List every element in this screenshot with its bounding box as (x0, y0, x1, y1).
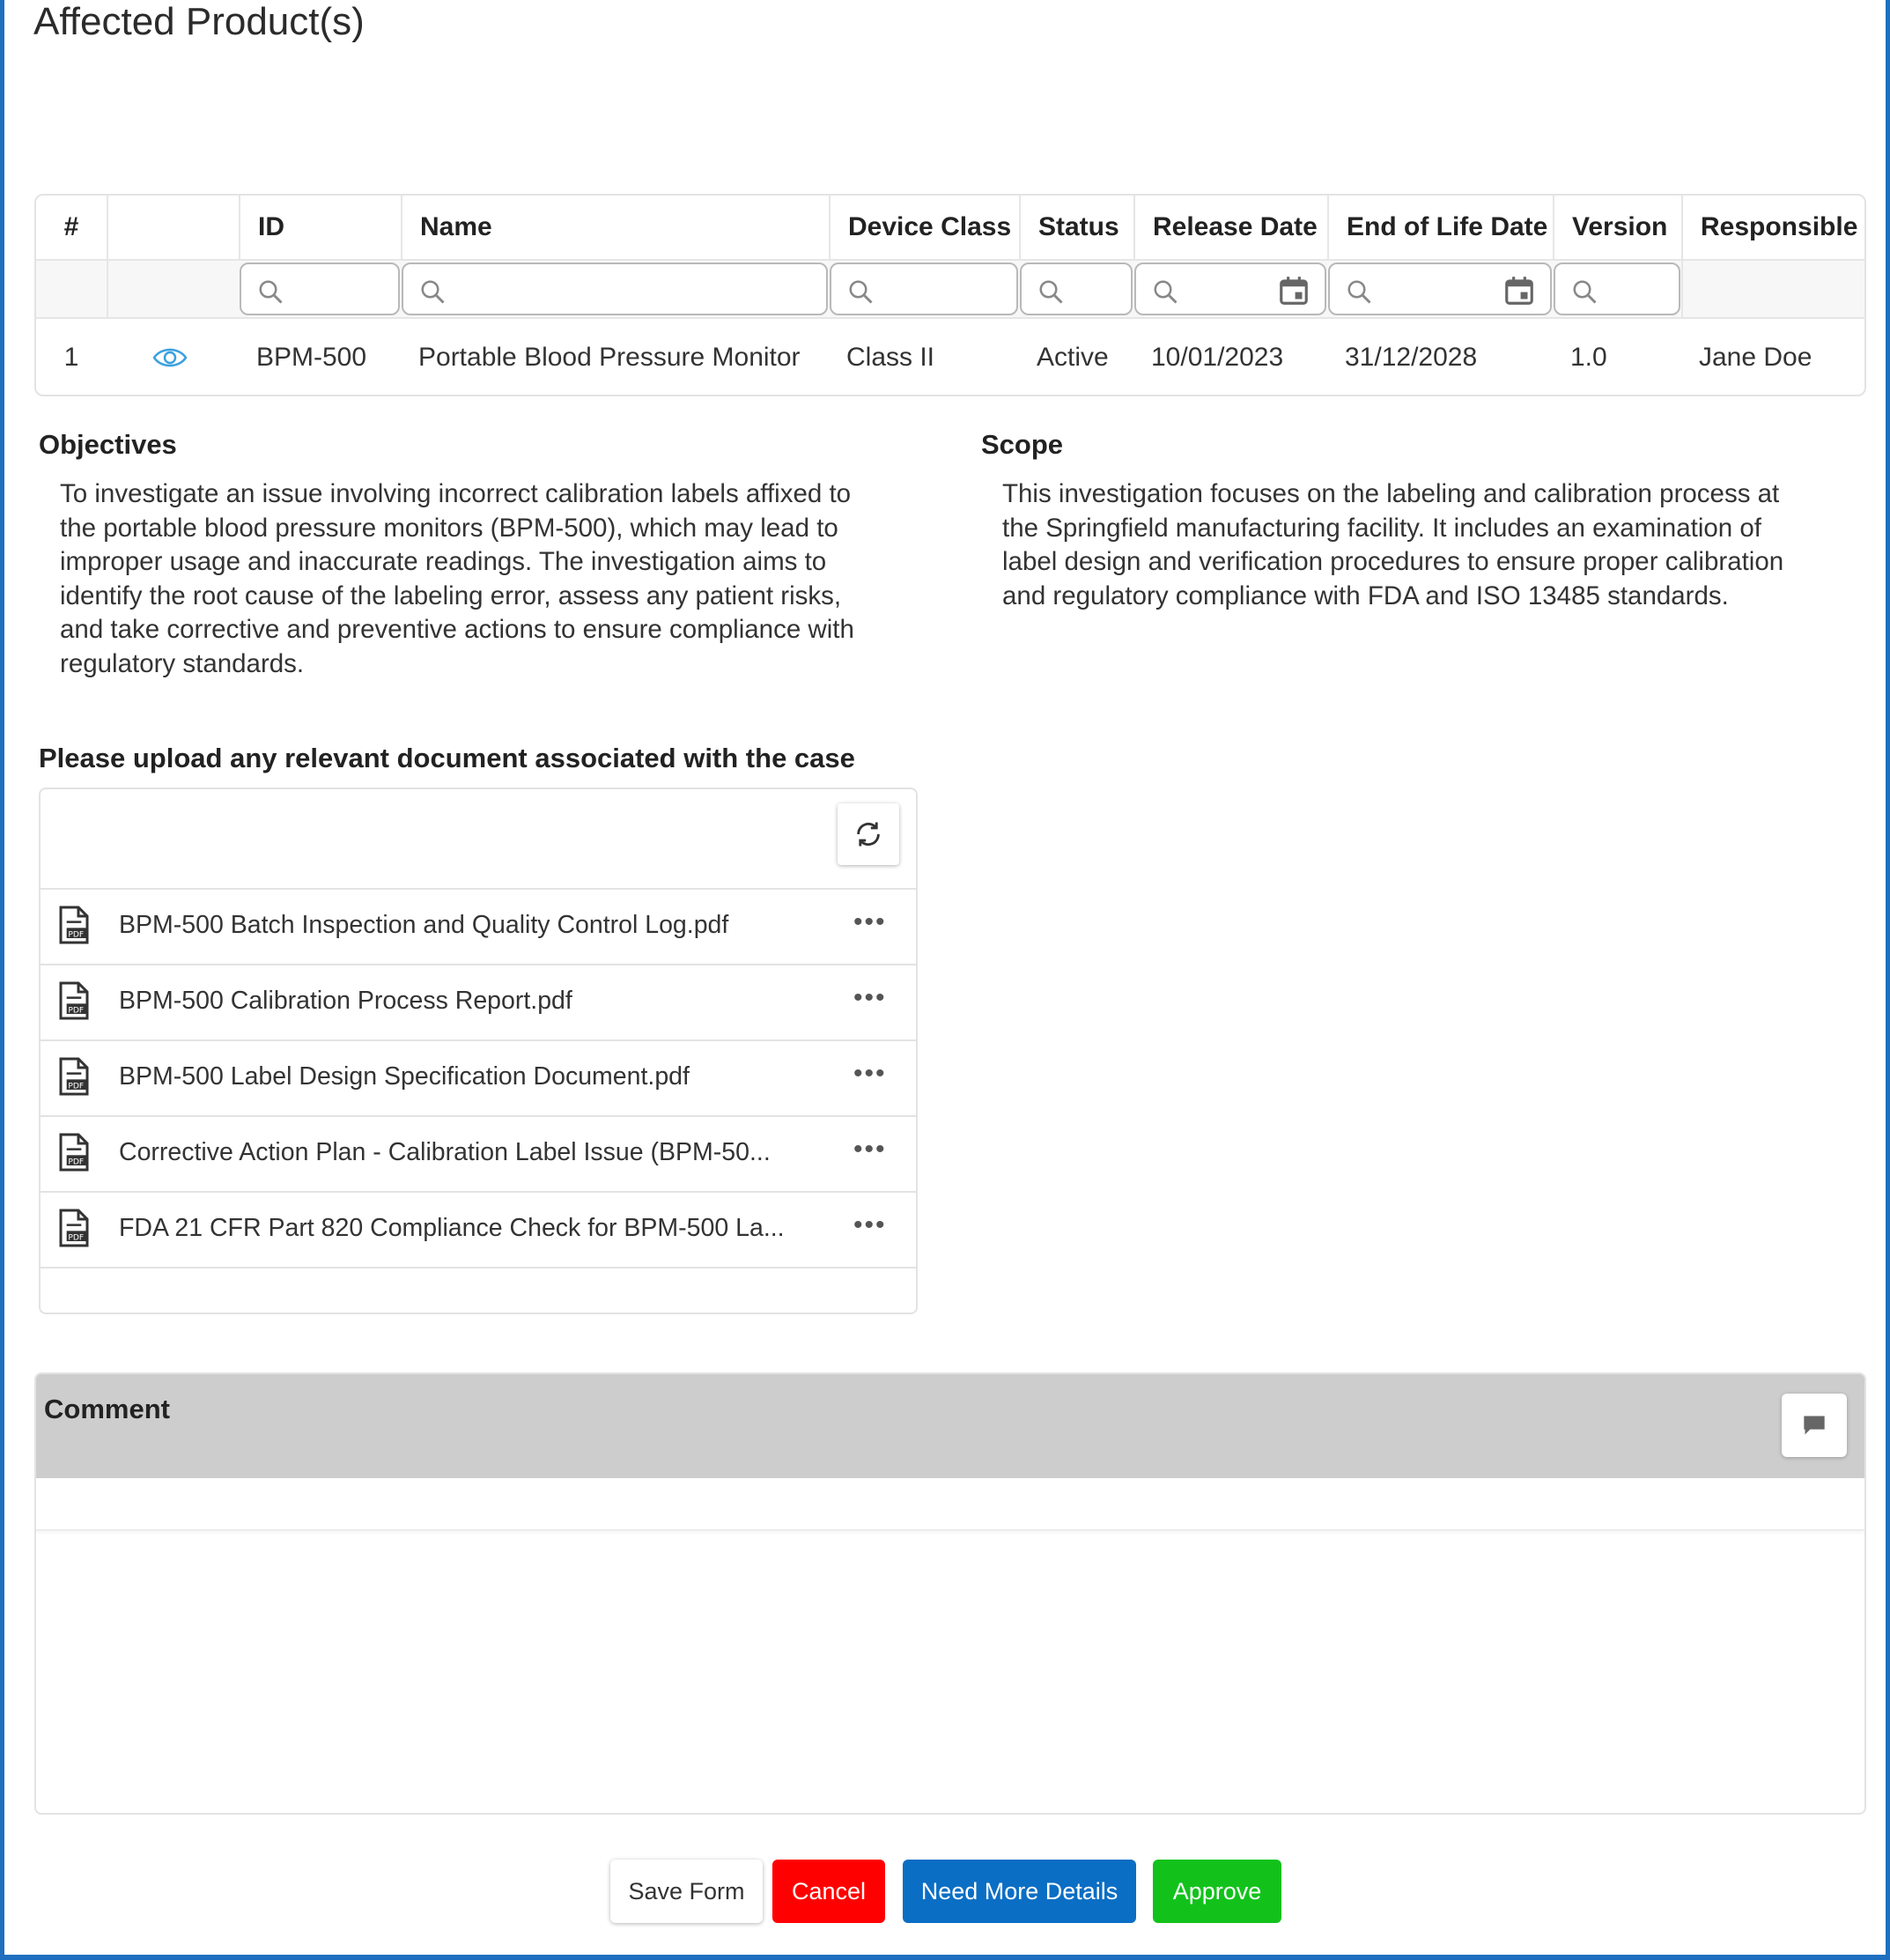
filter-name-input[interactable] (402, 263, 828, 315)
objectives-label: Objectives (39, 429, 177, 460)
comment-panel (34, 1372, 1866, 1815)
search-icon (1346, 278, 1372, 305)
objectives-line: the portable blood pressure monitors (BPM-500), which may lead to (60, 513, 838, 543)
header-device-class[interactable]: Device Class (829, 196, 1019, 259)
file-item[interactable] (41, 890, 916, 965)
scope-label: Scope (981, 429, 1064, 460)
filter-device-class-input[interactable] (830, 263, 1018, 315)
objectives-text (60, 477, 941, 681)
header-name[interactable]: Name (401, 196, 829, 259)
file-menu-button[interactable]: ••• (853, 1210, 887, 1239)
filter-responsible-spacer (1681, 261, 1866, 317)
need-more-details-button[interactable]: Need More Details (903, 1860, 1136, 1923)
file-menu-button[interactable]: ••• (853, 907, 887, 936)
search-icon (1571, 278, 1598, 305)
file-name[interactable]: Corrective Action Plan - Calibration Label Issue (BPM-50... (119, 1138, 771, 1166)
search-icon (847, 278, 874, 305)
cell-device-class: Class II (846, 343, 935, 372)
comment-divider (36, 1529, 1864, 1531)
pdf-file-icon (56, 1057, 92, 1096)
header-end-of-life-date[interactable]: End of Life Date (1327, 196, 1553, 259)
header-view (107, 196, 239, 259)
add-comment-button[interactable] (1782, 1394, 1847, 1457)
comment-icon (1802, 1414, 1827, 1437)
cancel-button[interactable]: Cancel (772, 1860, 885, 1923)
file-name[interactable]: FDA 21 CFR Part 820 Compliance Check for BPM-500 La... (119, 1214, 785, 1242)
file-item[interactable] (41, 965, 916, 1041)
objectives-line: and take corrective and preventive actions to ensure compliance with (60, 615, 854, 644)
file-item[interactable] (41, 1193, 916, 1268)
svg-text:PDF: PDF (68, 929, 85, 940)
view-button[interactable] (107, 319, 239, 396)
filter-id-input[interactable] (240, 263, 400, 315)
affected-products-table (34, 194, 1866, 396)
file-item[interactable] (41, 1117, 916, 1193)
approve-button[interactable]: Approve (1153, 1860, 1281, 1923)
calendar-icon[interactable] (1502, 273, 1536, 308)
table-filter-row (36, 261, 1864, 319)
save-form-button[interactable]: Save Form (610, 1860, 763, 1923)
scope-line: label design and verification procedures to ensure proper calibration (1002, 547, 1784, 576)
header-id[interactable]: ID (239, 196, 401, 259)
refresh-button[interactable] (838, 803, 899, 865)
filter-release-date-input[interactable] (1134, 263, 1326, 315)
file-name[interactable]: BPM-500 Batch Inspection and Quality Control Log.pdf (119, 911, 729, 939)
search-icon (1152, 278, 1178, 305)
upload-label: Please upload any relevant document associated with the case (39, 743, 855, 773)
objectives-line: identify the root cause of the labeling error, assess any patient risks, (60, 581, 842, 610)
search-icon (257, 278, 284, 305)
calendar-icon[interactable] (1277, 273, 1310, 308)
scope-line: and regulatory compliance with FDA and ISO 13485 standards. (1002, 581, 1729, 610)
filter-status-input[interactable] (1020, 263, 1133, 315)
page-title: Affected Product(s) (33, 0, 365, 43)
pdf-file-icon (56, 1209, 92, 1247)
header-release-date[interactable]: Release Date (1133, 196, 1327, 259)
svg-text:PDF: PDF (68, 1005, 85, 1016)
scope-text (1002, 477, 1883, 613)
cell-id: BPM-500 (256, 343, 367, 372)
cell-responsible: Jane Doe (1699, 343, 1812, 372)
header-version[interactable]: Version (1553, 196, 1681, 259)
pdf-file-icon (56, 906, 92, 944)
row-index: 1 (63, 343, 79, 372)
search-icon (1037, 278, 1064, 305)
table-row[interactable] (36, 319, 1864, 396)
file-name[interactable]: BPM-500 Label Design Specification Document.pdf (119, 1062, 690, 1091)
filter-spacer (107, 261, 239, 317)
file-menu-button[interactable]: ••• (853, 983, 887, 1012)
eye-icon (152, 345, 188, 370)
refresh-icon (853, 819, 883, 849)
objectives-line: improper usage and inaccurate readings. The investigation aims to (60, 547, 827, 576)
file-item[interactable] (41, 1041, 916, 1117)
header-index: # (63, 212, 79, 241)
svg-text:PDF: PDF (68, 1232, 85, 1243)
upload-toolbar (41, 789, 916, 890)
header-status[interactable]: Status (1019, 196, 1133, 259)
svg-text:PDF: PDF (68, 1157, 85, 1167)
filter-end-of-life-date-input[interactable] (1328, 263, 1552, 315)
search-icon (419, 278, 446, 305)
svg-text:PDF: PDF (68, 1081, 85, 1091)
cell-status: Active (1037, 343, 1109, 372)
cell-end-of-life-date: 31/12/2028 (1345, 343, 1478, 372)
file-menu-button[interactable]: ••• (853, 1059, 887, 1088)
scope-line: the Springfield manufacturing facility. It includes an examination of (1002, 513, 1761, 543)
filter-version-input[interactable] (1554, 263, 1680, 315)
comment-header (36, 1374, 1864, 1478)
cell-name: Portable Blood Pressure Monitor (418, 343, 801, 372)
cell-release-date: 10/01/2023 (1151, 343, 1284, 372)
header-responsible[interactable]: Responsible (1681, 196, 1866, 259)
file-menu-button[interactable]: ••• (853, 1135, 887, 1164)
pdf-file-icon (56, 1133, 92, 1172)
pdf-file-icon (56, 981, 92, 1020)
objectives-line: regulatory standards. (60, 648, 305, 678)
file-name[interactable]: BPM-500 Calibration Process Report.pdf (119, 987, 572, 1015)
file-upload-panel (39, 788, 918, 1314)
cell-version: 1.0 (1570, 343, 1607, 372)
objectives-line: To investigate an issue involving incorrect calibration labels affixed to (60, 479, 852, 508)
table-header-row (36, 196, 1864, 261)
comment-label: Comment (44, 1394, 170, 1424)
scope-line: This investigation focuses on the labeling and calibration process at (1002, 479, 1780, 508)
